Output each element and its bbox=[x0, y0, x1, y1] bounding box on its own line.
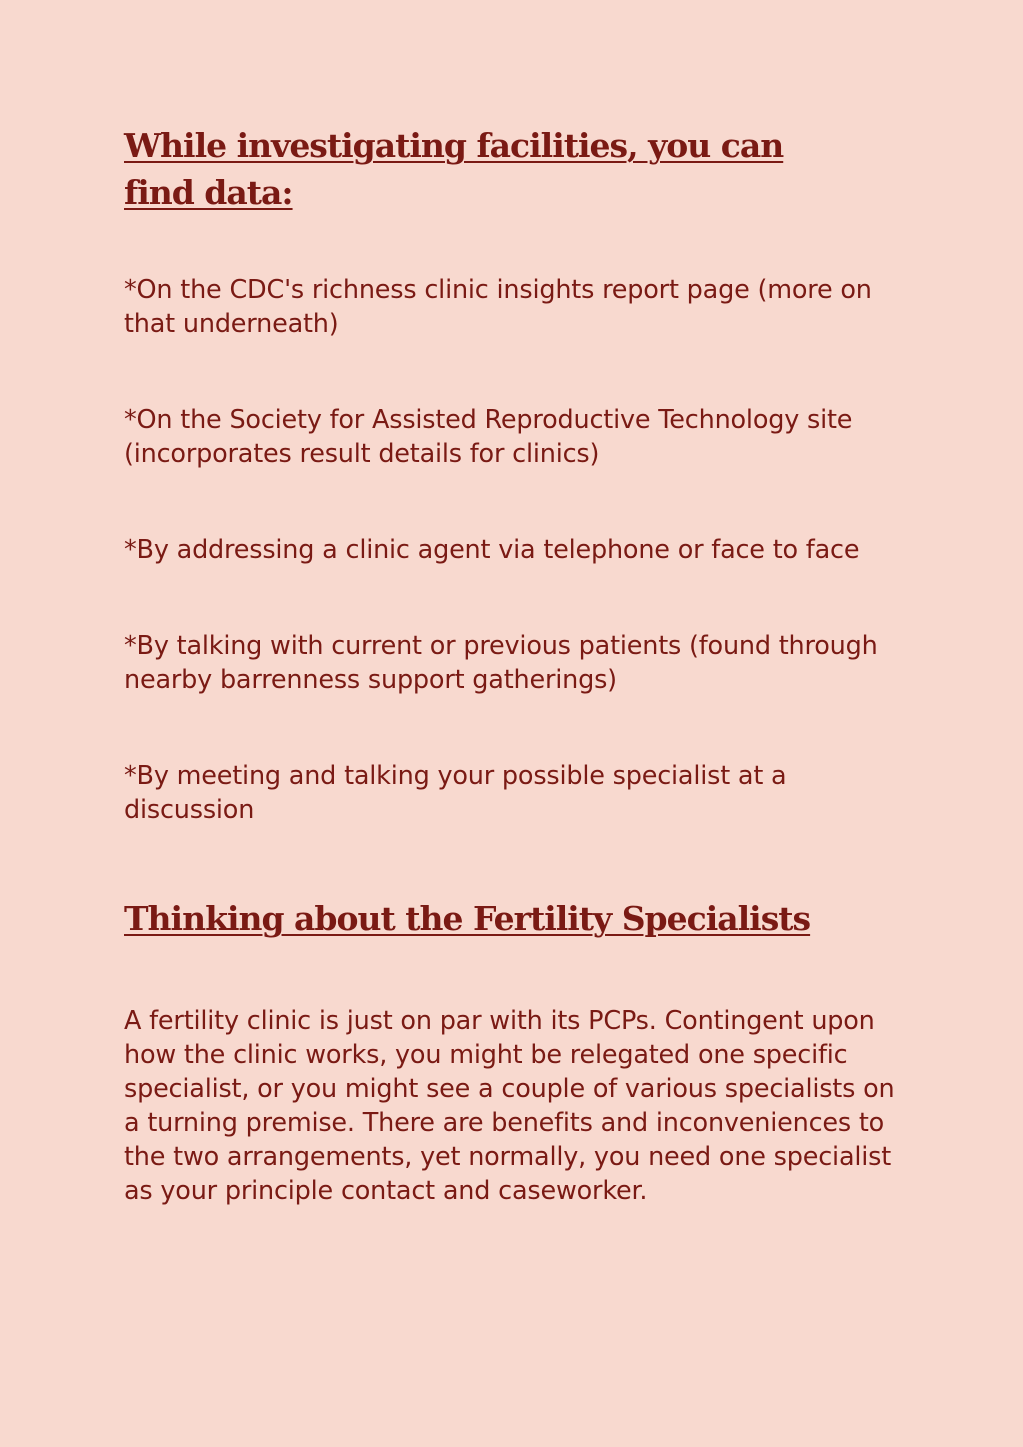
list-item: *On the CDC's richness clinic insights report page (more on that underneath) bbox=[124, 275, 872, 339]
list-item: *By addressing a clinic agent via telephone or face to face bbox=[124, 535, 860, 565]
bullet-list bbox=[124, 273, 914, 827]
body-paragraph: A fertility clinic is just on par with its PCPs. Contingent upon how the clinic works, you might be relegated one specific specialist, or you might see a couple of various specialists on a turning premise. There are benefits and inconveniences to the two arrangements, yet normally, you need one specialist as your principle contact and caseworker. bbox=[124, 1006, 895, 1206]
section-heading-specialists: Thinking about the Fertility Specialists bbox=[124, 899, 811, 938]
list-item: *On the Society for Assisted Reproductive Technology site (incorporates result details for clinics) bbox=[124, 405, 853, 469]
list-item: *By talking with current or previous patients (found through nearby barrenness support gatherings) bbox=[124, 631, 878, 695]
list-item: *By meeting and talking your possible specialist at a discussion bbox=[124, 761, 787, 825]
section-heading-facilities: While investigating facilities, you can find data: bbox=[124, 126, 784, 212]
document-page bbox=[124, 122, 914, 1208]
